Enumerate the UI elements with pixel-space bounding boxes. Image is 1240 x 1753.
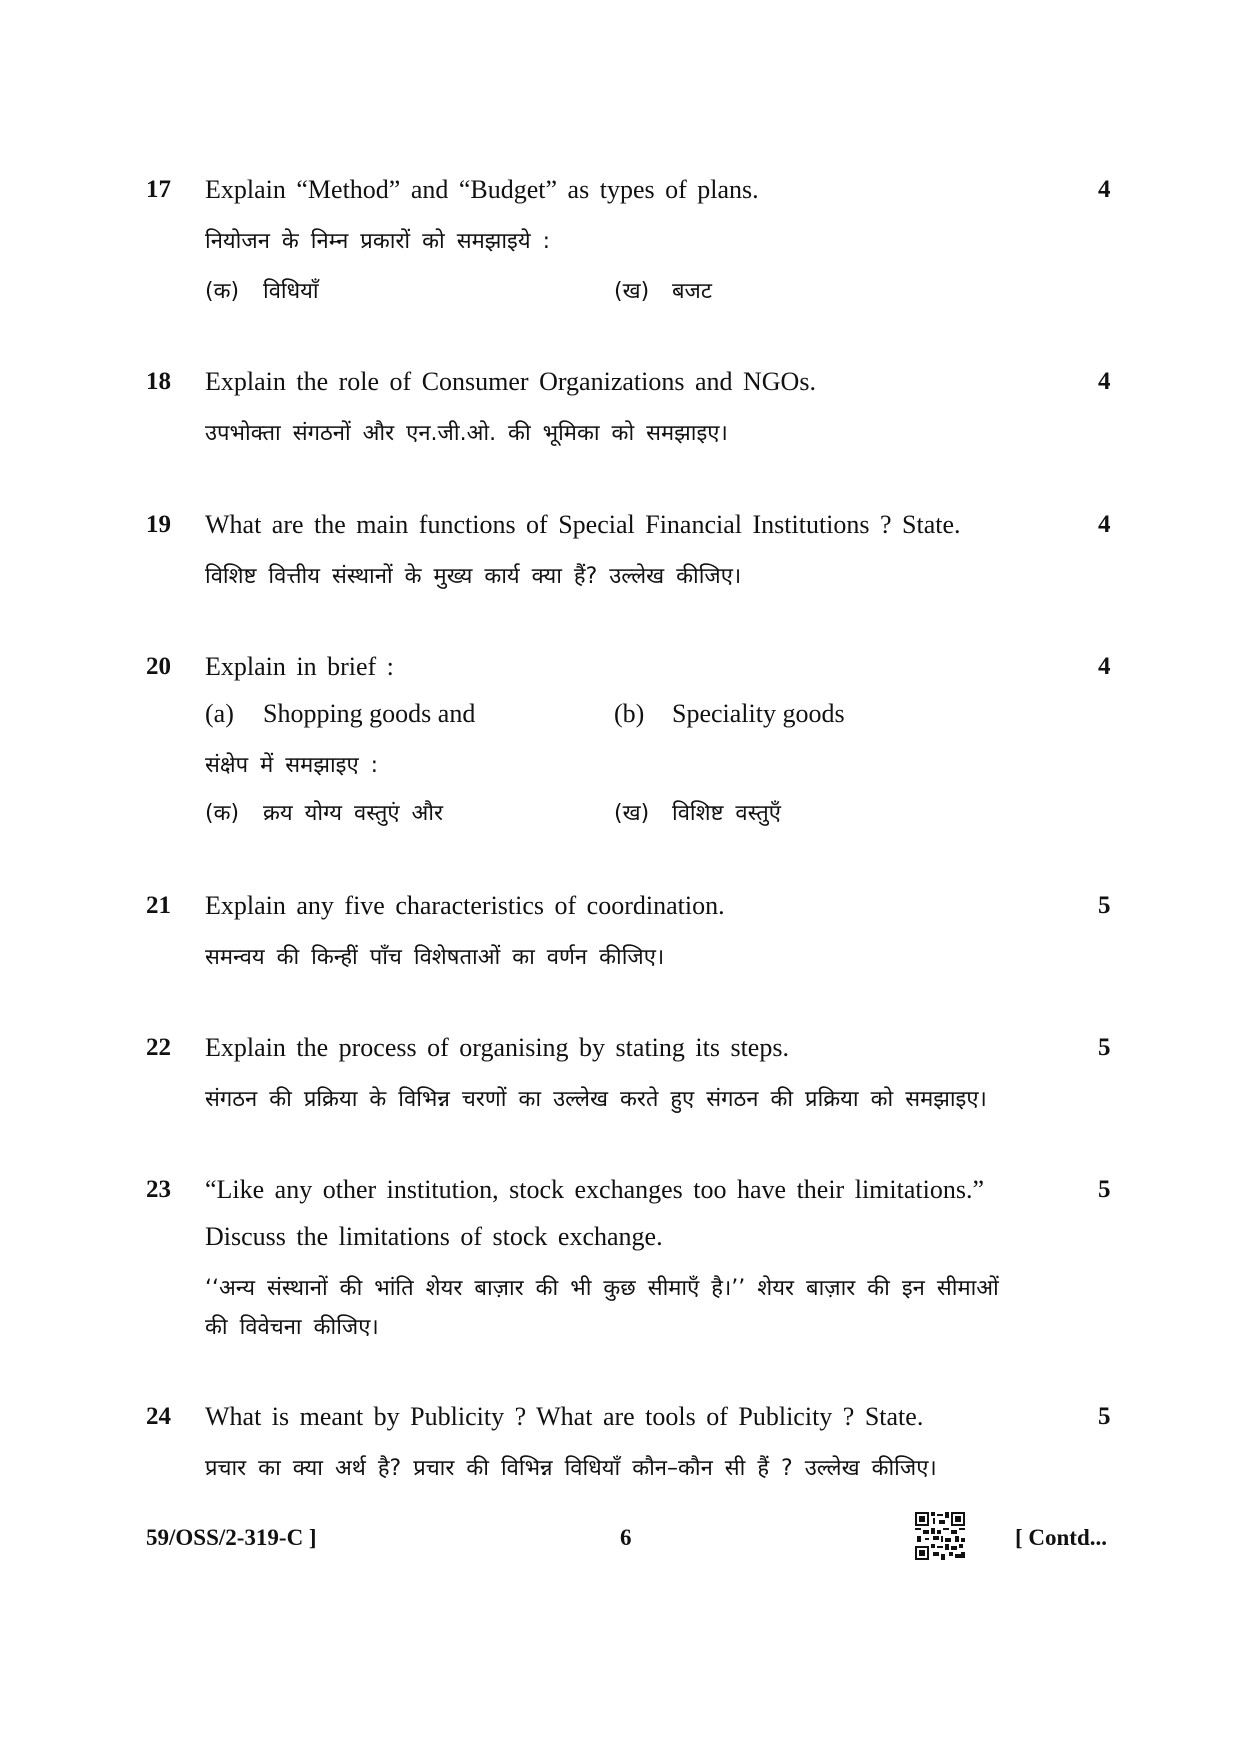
option-b: (b) Speciality goods <box>614 699 845 728</box>
question-number: 18 <box>146 368 171 395</box>
option-kha: (ख) विशिष्ट वस्तुएँ <box>614 801 781 826</box>
option-a: (a) Shopping goods and <box>205 699 476 728</box>
question-text-hi: ‘‘अन्य संस्थानों की भांति शेयर बाज़ार की भी कुछ सीमाएँ है।’’ शेयर बाज़ार की इन सीमाओं <box>205 1276 999 1301</box>
question-text-en: What are the main functions of Special Financial Institutions ? State. <box>205 510 961 539</box>
page-number: 6 <box>620 1525 632 1550</box>
question-text-en: Explain “Method” and “Budget” as types of plans. <box>205 175 759 204</box>
option-kha: (ख) बजट <box>614 279 712 304</box>
question-text-en: What is meant by Publicity ? What are tools of Publicity ? State. <box>205 1402 924 1431</box>
question-text-hi: विशिष्ट वित्तीय संस्थानों के मुख्य कार्य क्या हैं? उल्लेख कीजिए। <box>205 564 742 589</box>
question-text-en-2: Discuss the limitations of stock exchange. <box>205 1222 663 1251</box>
question-text-en: “Like any other institution, stock exchanges too have their limitations.” <box>205 1175 984 1204</box>
continued-label: [ Contd... <box>1015 1525 1108 1550</box>
question-marks: 4 <box>1098 511 1111 538</box>
question-marks: 5 <box>1098 1034 1111 1061</box>
question-marks: 5 <box>1098 892 1111 919</box>
question-text-hi: उपभोक्ता संगठनों और एन.जी.ओ. की भूमिका को समझाइए। <box>205 421 728 446</box>
option-ka: (क) विधियाँ <box>205 279 319 304</box>
question-text-en: Explain in brief : <box>205 652 394 681</box>
question-text-hi: संक्षेप में समझाइए : <box>205 753 379 778</box>
question-number: 24 <box>146 1403 171 1430</box>
question-text-hi-2: की विवेचना कीजिए। <box>205 1315 379 1340</box>
question-number: 21 <box>146 892 171 919</box>
question-number: 17 <box>146 176 171 203</box>
question-marks: 4 <box>1098 368 1111 395</box>
paper-code: 59/OSS/2-319-C ] <box>146 1525 317 1550</box>
question-marks: 4 <box>1098 176 1111 203</box>
question-marks: 4 <box>1098 653 1111 680</box>
question-text-en: Explain the process of organising by stating its steps. <box>205 1033 789 1062</box>
question-number: 19 <box>146 511 171 538</box>
question-text-hi: समन्वय की किन्हीं पाँच विशेषताओं का वर्णन कीजिए। <box>205 945 665 970</box>
question-number: 20 <box>146 653 171 680</box>
question-text-hi: प्रचार का क्या अर्थ है? प्रचार की विभिन्न विधियाँ कौन–कौन सी हैं ? उल्लेख कीजिए। <box>205 1456 937 1481</box>
question-marks: 5 <box>1098 1176 1111 1203</box>
question-text-en: Explain any five characteristics of coordination. <box>205 891 725 920</box>
question-text-en: Explain the role of Consumer Organizations and NGOs. <box>205 367 816 396</box>
option-ka: (क) क्रय योग्य वस्तुएं और <box>205 801 444 826</box>
question-text-hi: नियोजन के निम्न प्रकारों को समझाइये : <box>205 229 551 254</box>
question-number: 23 <box>146 1176 171 1203</box>
question-number: 22 <box>146 1034 171 1061</box>
question-text-hi: संगठन की प्रक्रिया के विभिन्न चरणों का उल्लेख करते हुए संगठन की प्रक्रिया को समझाइए। <box>205 1087 987 1112</box>
qr-code-icon <box>915 1512 965 1560</box>
question-marks: 5 <box>1098 1403 1111 1430</box>
